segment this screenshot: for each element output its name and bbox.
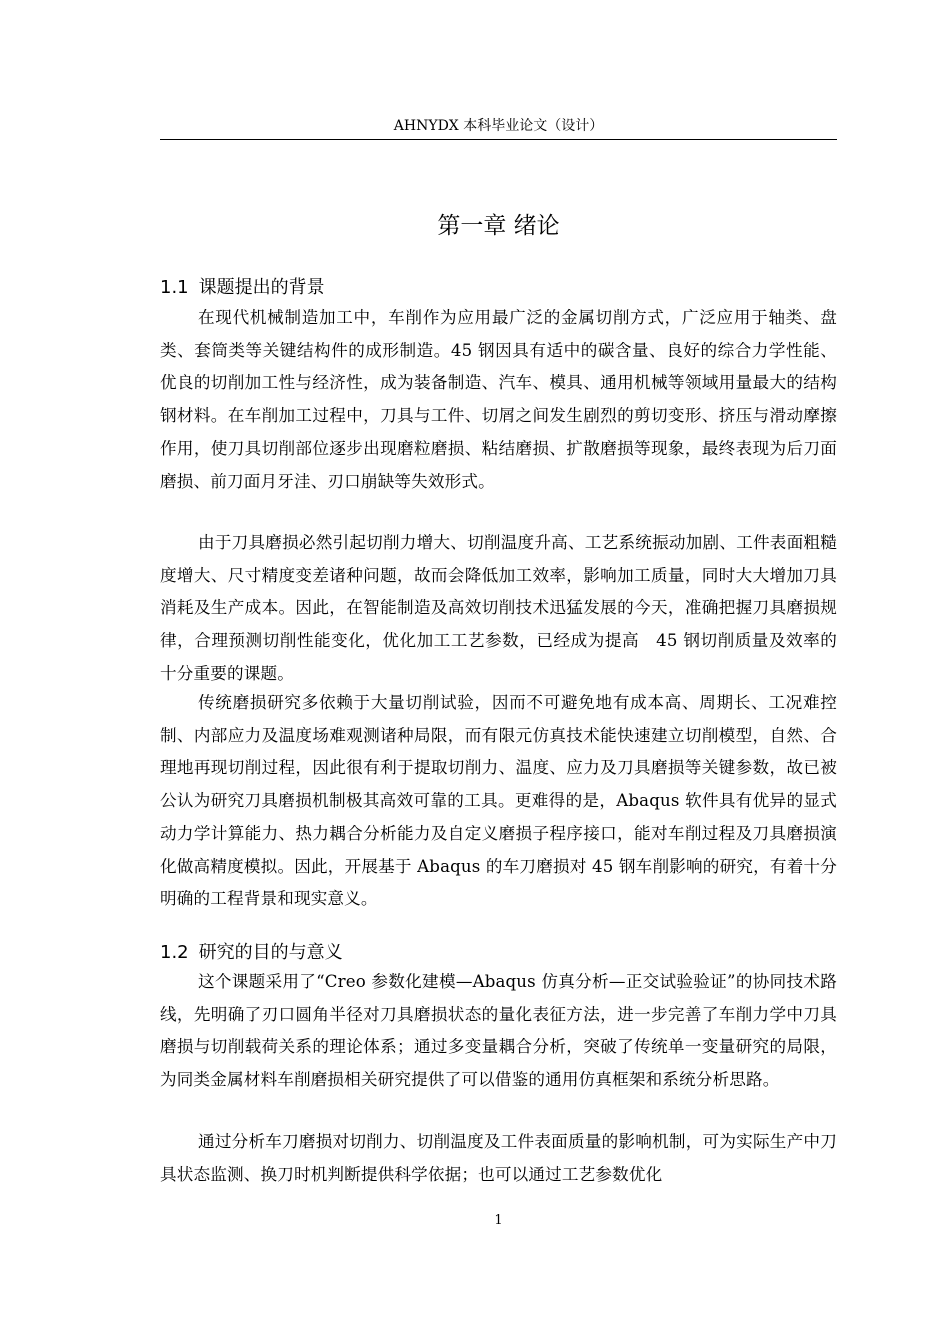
page-number: 1 [494, 1213, 503, 1228]
body-paragraph: 在现代机械制造加工中，车削作为应用最广泛的金属切削方式，广泛应用于轴类、盘类、套筒类等关键结构件的成形制造。45 钢因具有适中的碳含量、良好的综合力学性能、优良的切削加工性与经济性，成为装备制造、汽车、模具、通用机械等领域用量最大的结构钢材料。在车削加工过程中，刀具与工件、切屑之间发生剧烈的剪切变形、挤压与滑动摩擦作用，使刀具切削部位逐步出现磨粒磨损、粘结磨损、扩散磨损等现象，最终表现为后刀面磨损、前刀面月牙洼、刃口崩缺等失效形式。 [160, 308, 837, 491]
section-title: 研究的目的与意义 [198, 942, 343, 963]
body-paragraph: 传统磨损研究多依赖于大量切削试验，因而不可避免地有成本高、周期长、工况难控制、内部应力及温度场难观测诸种局限，而有限元仿真技术能快速建立切削模型，自然、合理地再现切削过程，因此很有利于提取切削力、温度、应力及刀具磨损等关键参数，故已被公认为研究刀具磨损机制极其高效可靠的工具。更难得的是，Abaqus 软件具有优异的显式动力学计算能力、热力耦合分析能力及自定义磨损子程序接口，能对车削过程及刀具磨损演化做高精度模拟。因此，开展基于 Abaqus 的车刀磨损对 45 钢车削影响的研究，有着十分明确的工程背景和现实意义。 [160, 693, 837, 909]
body-paragraph: 由于刀具磨损必然引起切削力增大、切削温度升高、工艺系统振动加剧、工件表面粗糙度增大、尺寸精度变差诸种问题，故而会降低加工效率，影响加工质量，同时大大增加刀具消耗及生产成本。因此，在智能制造及高效切削技术迅猛发展的今天，准确把握刀具磨损规律，合理预测切削性能变化，优化加工工艺参数，已经成为提高 45 钢切削质量及效率的十分重要的课题。 [160, 533, 837, 683]
header-rule [160, 139, 837, 140]
section-title: 课题提出的背景 [198, 277, 325, 298]
body-paragraph: 通过分析车刀磨损对切削力、切削温度及工件表面质量的影响机制，可为实际生产中刀具状态监测、换刀时机判断提供科学依据；也可以通过工艺参数优化 [160, 1132, 837, 1184]
section-heading-1-2 [160, 940, 837, 966]
running-header: AHNYDX 本科毕业论文（设计） [393, 118, 604, 134]
section-number: 1.2 [160, 942, 189, 963]
section-number: 1.1 [160, 277, 189, 298]
section-heading-1-1 [160, 275, 837, 301]
body-paragraph: 这个课题采用了“Creo 参数化建模—Abaqus 仿真分析—正交试验验证”的协同技术路线，先明确了刃口圆角半径对刀具磨损状态的量化表征方法，进一步完善了车削力学中刀具磨损与切削载荷关系的理论体系；通过多变量耦合分析，突破了传统单一变量研究的局限，为同类金属材料车削磨损相关研究提供了可以借鉴的通用仿真框架和系统分析思路。 [160, 972, 837, 1090]
chapter-title: 第一章 绪论 [437, 213, 560, 239]
